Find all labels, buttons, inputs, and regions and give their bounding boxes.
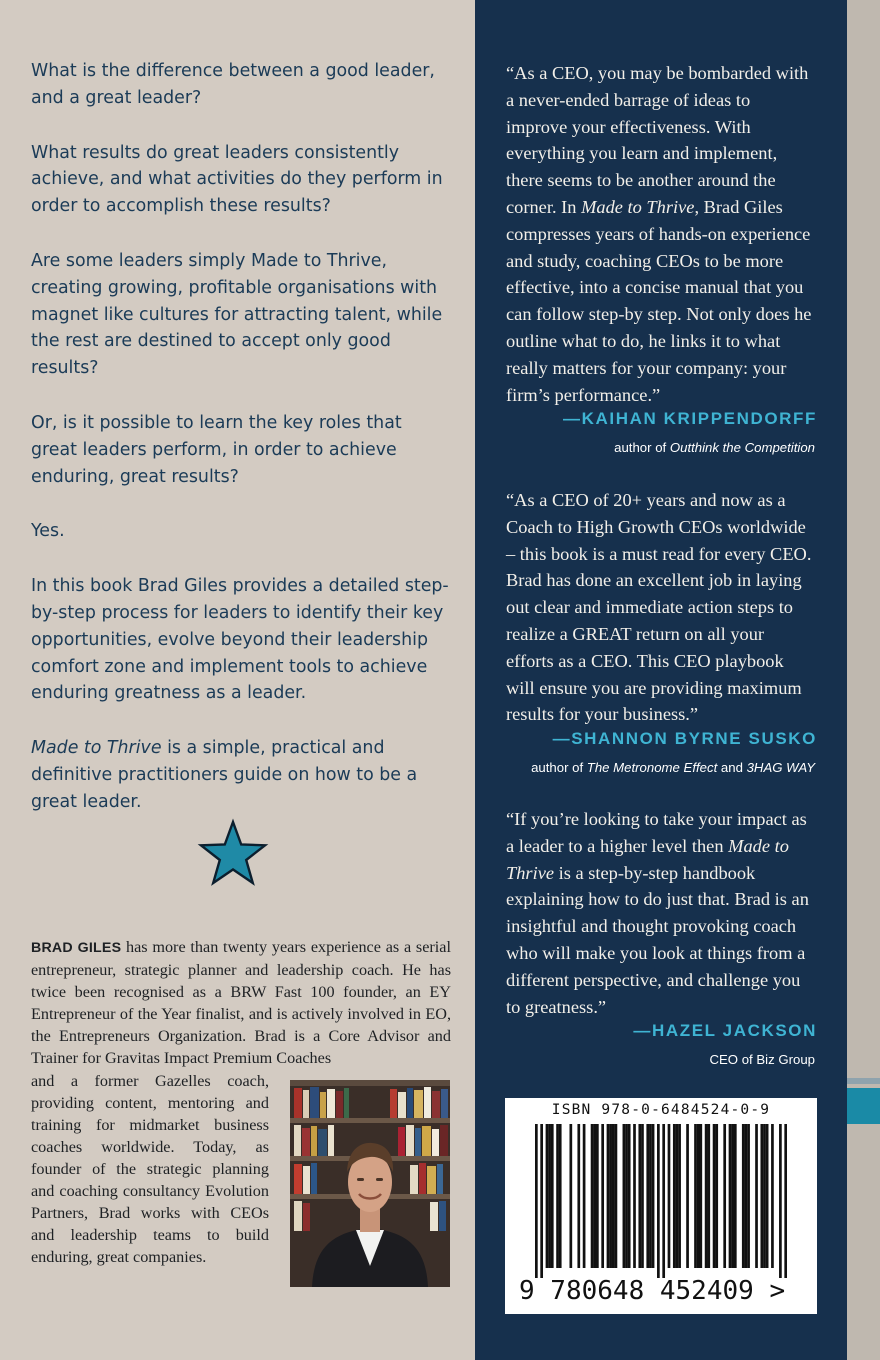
barcode-bar: [601, 1124, 604, 1268]
barcode-bar: [577, 1124, 580, 1268]
barcode-bar: [628, 1124, 631, 1268]
testimonial-2-role-and: and: [717, 760, 747, 775]
barcode-bar: [766, 1124, 769, 1268]
barcode-bar: [583, 1124, 586, 1268]
intro-paragraph-3: Are some leaders simply Made to Thrive, creating growing, profitable organisations with magnet like cultures for attracting talent, while the rest are destined to accept only good results?: [31, 250, 443, 379]
testimonial-2-role: [531, 760, 815, 775]
spine-stripe-teal: [847, 1088, 880, 1124]
intro-paragraph-7-rest: is a simple, practical and definitive practitioners guide on how to be a great leader.: [31, 738, 418, 812]
spine-edge: [847, 0, 880, 1360]
barcode-bar: [784, 1124, 787, 1278]
barcode-bar: [607, 1124, 610, 1268]
barcode-bar: [612, 1124, 615, 1268]
barcode-bar: [551, 1124, 554, 1268]
barcode-bar: [540, 1124, 543, 1278]
bio-top: [31, 936, 451, 1070]
testimonial-3-role: CEO of Biz Group: [709, 1052, 815, 1067]
barcode-bar: [760, 1124, 763, 1268]
testimonial-2-text: “As a CEO of 20+ years and now as a Coach to High Growth CEOs worldwide – this book is a must read for every CEO. Brad has done an excellent job in laying out clear and immediate action steps to realize a GREAT return on all your efforts as a CEO. This CEO playbook will ensure you are providing maximum results for your business.”: [506, 490, 812, 725]
testimonial-3-attribution: —HAZEL JACKSON: [633, 1021, 817, 1040]
testimonial-1-text-a: “As a CEO, you may be bombarded with a never-ended barrage of ideas to improve your effectiveness. With everything you learn and implement, there seems to be another around the corner. In: [506, 63, 809, 217]
barcode-bar: [662, 1124, 665, 1278]
barcode-bar: [747, 1124, 750, 1268]
intro-paragraph-5: Yes.: [31, 521, 65, 542]
barcode-bar: [715, 1124, 718, 1268]
barcode-number-text: 9 780648 452409 >: [519, 1276, 786, 1306]
testimonial-2-role-book-2: 3HAG WAY: [746, 760, 815, 775]
barcode-bar: [697, 1124, 700, 1268]
barcode-bar: [678, 1124, 681, 1268]
barcode-bar: [638, 1124, 641, 1268]
intro-paragraph-2: What results do great leaders consistently achieve, and what activities do they perform in order to accomplish these results?: [31, 142, 443, 217]
intro-paragraph-7: [31, 735, 451, 815]
barcode-bar: [649, 1124, 652, 1268]
barcode-bar: [779, 1124, 782, 1278]
spine-stripe-thin: [847, 1078, 880, 1084]
testimonial-3-text-b: is a step-by-step handbook explaining how to do just that. Brad is an insightful and thought provoking coach who will make you look at things from a different perspective, and challenge you to greatness.”: [506, 862, 809, 1017]
barcode-bar: [625, 1124, 628, 1268]
barcode-bar: [673, 1124, 676, 1268]
barcode-bar: [556, 1124, 559, 1268]
barcode-bar: [731, 1124, 734, 1268]
barcode-bar: [548, 1124, 551, 1268]
testimonial-3-title: Made to Thrive: [506, 835, 789, 883]
testimonial-2-role-book-1: The Metronome Effect: [586, 760, 718, 775]
barcode-bar: [535, 1124, 538, 1278]
testimonial-3-text-a: “If you’re looking to take your impact as a leader to a higher level then: [506, 809, 807, 856]
barcode-bar: [641, 1124, 644, 1268]
barcode-bar: [668, 1124, 671, 1268]
barcode-bar: [615, 1124, 618, 1268]
testimonial-1-role-book: Outthink the Competition: [669, 440, 815, 455]
barcode-bar: [686, 1124, 689, 1268]
book-title: Made to Thrive: [31, 738, 162, 759]
intro-paragraph-4: Or, is it possible to learn the key roles that great leaders perform, in order to achieve enduring, great results?: [31, 412, 402, 487]
barcode-bars: [535, 1124, 787, 1278]
intro-paragraph-1: What is the difference between a good leader, and a great leader?: [31, 61, 435, 108]
barcode-bar: [609, 1124, 612, 1268]
barcode-bar: [633, 1124, 636, 1268]
barcode-bar: [657, 1124, 660, 1278]
barcode-bar: [652, 1124, 655, 1268]
bio-narrow: and a former Gazelles coach, providing content, mentoring and training for midmarket business coaches worldwide. Today, as founder of the strategic planning and coaching consultancy Evolution Partners, Brad works with CEOs and leadership teams to build enduring, great companies.: [31, 1071, 269, 1267]
testimonial-1-attribution: —KAIHAN KRIPPENDORFF: [563, 409, 817, 428]
barcode-bar: [559, 1124, 562, 1268]
barcode-bar: [705, 1124, 708, 1268]
intro-paragraph-6: In this book Brad Giles provides a detailed step-by-step process for leaders to identify their key opportunities, evolve beyond their leadership comfort zone and implement tools to achieve enduring greatness as a leader.: [31, 576, 449, 704]
isbn-barcode: [505, 1098, 817, 1314]
barcode-bar: [546, 1124, 549, 1268]
bio-top-text: has more than twenty years experience as a serial entrepreneur, strategic planner and leadership coach. He has twice been recognised as a BRW Fast 100 founder, an EY Entrepreneur of the Year finalist, and is actively involved in EO, the Entrepreneurs Organization. Brad is a Core Advisor and Trainer for Gravitas Impact Premium Coaches: [31, 938, 451, 1068]
testimonial-1-text-b: , Brad Giles compresses years of hands-on experience and study, coaching CEOs to be more effective, into a concise manual that you can follow step-by step. Not only does he outline what to do, he links it to what really matters for your company: your firm’s performance.”: [506, 196, 812, 405]
testimonial-1-role-prefix: author of: [614, 440, 670, 455]
author-name: BRAD GILES: [31, 940, 122, 956]
barcode-bar: [591, 1124, 594, 1268]
barcode-bar: [646, 1124, 649, 1268]
testimonial-2: [506, 487, 816, 728]
barcode-bar: [734, 1124, 737, 1268]
isbn-label: ISBN 978-0-6484524-0-9: [551, 1102, 771, 1118]
barcode-bar: [723, 1124, 726, 1268]
barcode-bar: [596, 1124, 599, 1268]
barcode-bar: [569, 1124, 572, 1268]
barcode-bar: [729, 1124, 732, 1268]
barcode-bar: [742, 1124, 745, 1268]
barcode-bar: [771, 1124, 774, 1268]
author-photo: [290, 1080, 450, 1287]
barcode-bar: [763, 1124, 766, 1268]
barcode-bar: [694, 1124, 697, 1268]
barcode-bar: [593, 1124, 596, 1268]
barcode-bar: [699, 1124, 702, 1268]
barcode-bar: [745, 1124, 748, 1268]
barcode-bar: [676, 1124, 679, 1268]
barcode-bar: [713, 1124, 716, 1268]
barcode-bar: [707, 1124, 710, 1268]
testimonial-2-role-prefix: author of: [531, 760, 587, 775]
testimonial-1-role: [614, 440, 815, 455]
testimonial-1-title: Made to Thrive: [581, 196, 695, 217]
testimonial-1: [506, 60, 816, 408]
testimonial-2-attribution: —SHANNON BYRNE SUSKO: [552, 729, 817, 748]
barcode-bar: [755, 1124, 758, 1268]
star-icon: [197, 818, 269, 890]
barcode-number: [505, 1276, 817, 1306]
testimonial-3: [506, 806, 816, 1020]
intro-text: [31, 58, 451, 816]
barcode-bar: [623, 1124, 626, 1268]
